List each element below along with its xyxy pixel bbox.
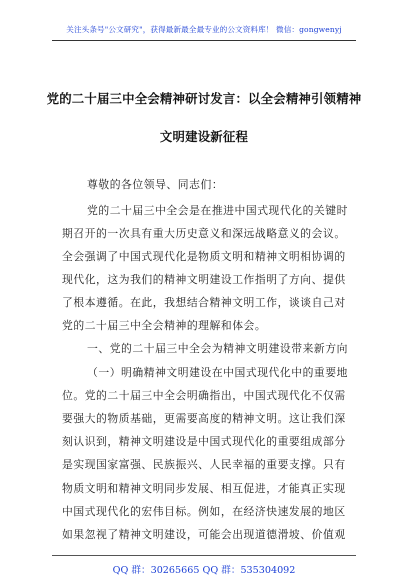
header-promo-note: 关注头条号"公文研究"，获得最新最全最专业的公文资料库！ 微信：gongwenyj [66, 25, 342, 34]
body-line: 物质文明和精神文明同步发展、相互促进，才能真正实现 [62, 482, 346, 495]
salutation: 尊敬的各位领导、同志们： [87, 178, 224, 191]
body-line: 是实现国家富强、民族振兴、人民幸福的重要支撑。只有 [62, 458, 346, 471]
body-line: 党的二十届三中全会是在推进中国式现代化的关键时 [87, 204, 348, 217]
body-line: 全会强调了中国式现代化是物质文明和精神文明相协调的 [62, 250, 346, 263]
footer-qq-groups: QQ 群：30265665 QQ 群：535304092 [112, 565, 296, 576]
body-line: 位。党的二十届三中全会明确指出，中国式现代化不仅需 [62, 389, 346, 402]
body-line: 如果忽视了精神文明建设，可能会出现道德滑坡、价值观 [62, 528, 346, 541]
body-line: 了根本遵循。在此，我想结合精神文明工作，谈谈自己对 [62, 296, 346, 309]
section-heading: 一、党的二十届三中全会为精神文明建设带来新方向 [87, 342, 348, 355]
body-line: 刻认识到，精神文明建设是中国式现代化的重要组成部分 [62, 435, 346, 448]
document-title-line-1: 党的二十届三中全会精神研讨发言：以全会精神引领精神 [46, 91, 362, 106]
body-line: 期召开的一次具有重大历史意义和深远战略意义的会议。 [62, 227, 346, 240]
body-line: 党的二十届三中全会精神的理解和体会。 [62, 319, 267, 332]
body-line: 中国式现代化的宏伟目标。例如，在经济快速发展的地区 [62, 505, 346, 518]
body-line: 要强大的物质基础，更需要高度的精神文明。这让我们深 [62, 412, 346, 425]
document-title-line-2: 文明建设新征程 [159, 129, 249, 144]
subsection-heading: （一）明确精神文明建设在中国式现代化中的重要地 [87, 366, 348, 379]
footer-divider [52, 555, 356, 556]
body-line: 现代化，这为我们的精神文明建设工作指明了方向、提供 [62, 273, 346, 286]
header-divider [52, 40, 356, 41]
